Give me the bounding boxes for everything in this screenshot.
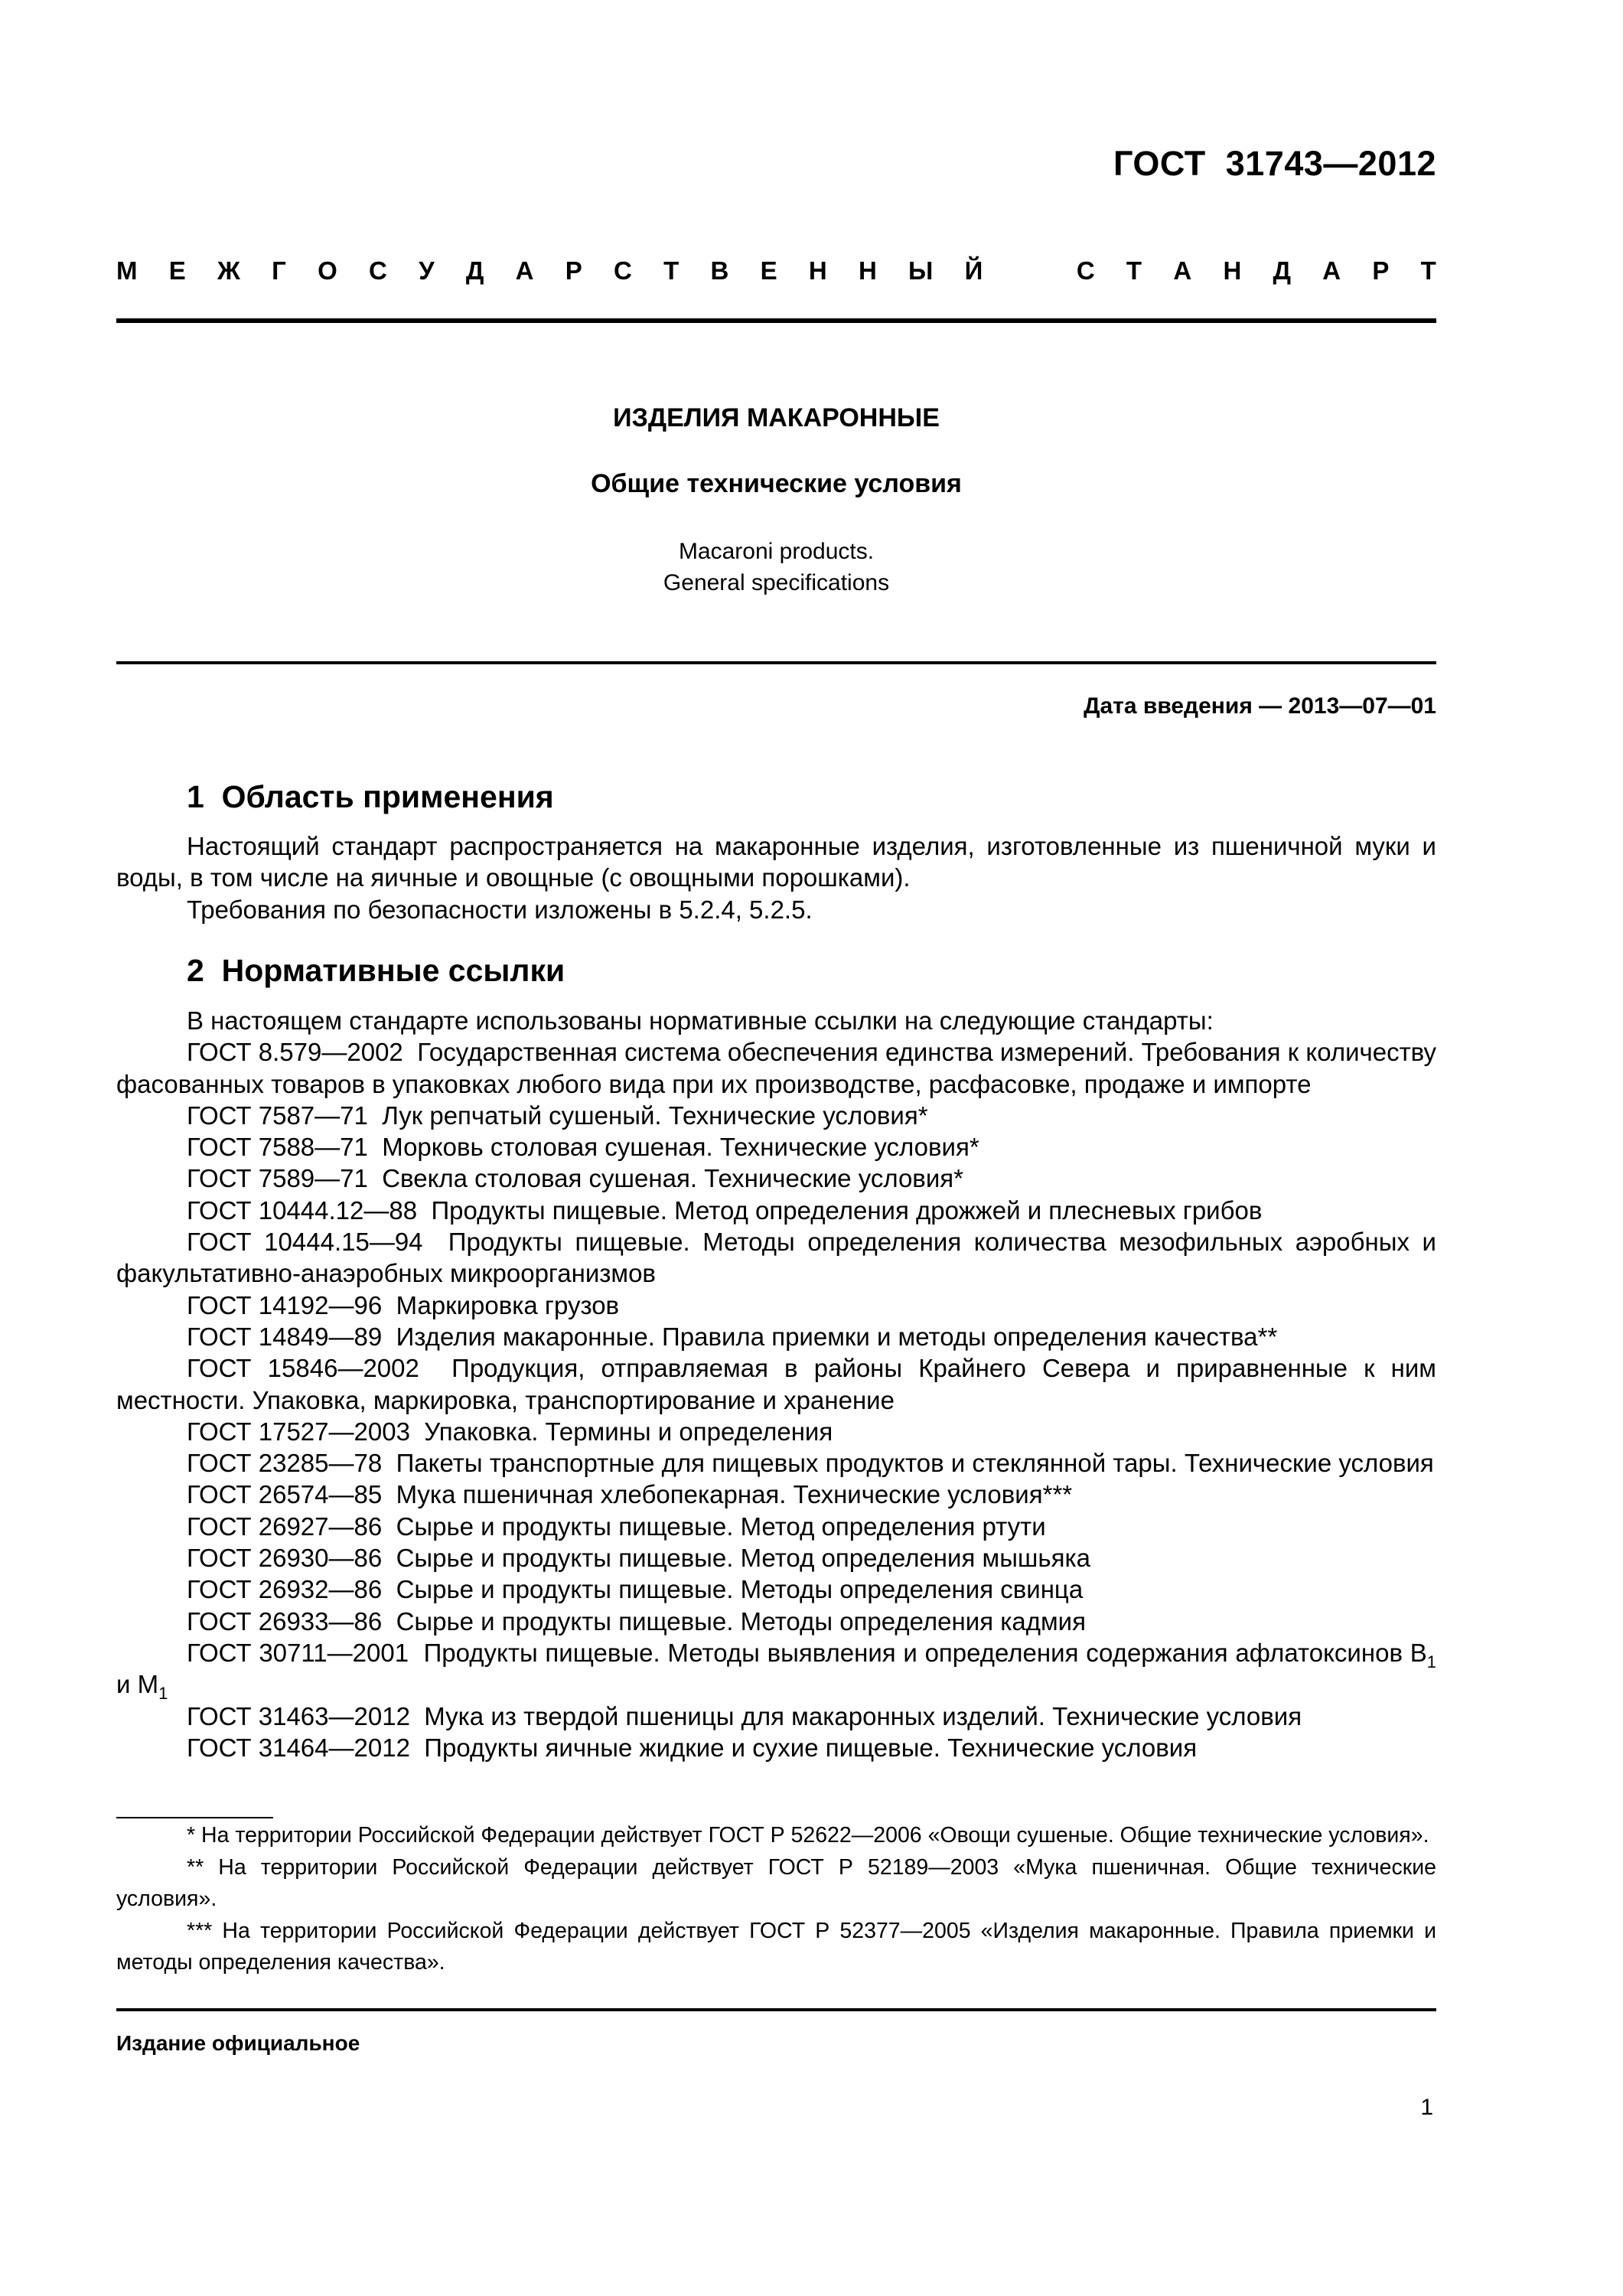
reference-code: ГОСТ 26574—85: [187, 1480, 383, 1509]
english-title-line1: Macaroni products.: [678, 539, 875, 564]
reference-item: [116, 1511, 1436, 1542]
letter: О: [318, 256, 337, 285]
reference-code: ГОСТ 31463—2012: [187, 1701, 410, 1730]
reference-title: Морковь столовая сушеная. Технические условия*: [382, 1133, 979, 1162]
reference-title: Сырье и продукты пищевые. Методы определения кадмия: [396, 1606, 1086, 1636]
document-subtitle: Общие технические условия: [591, 469, 962, 498]
reference-title: Упаковка. Термины и определения: [424, 1417, 833, 1446]
footnote: *** На территории Российской Федерации действует ГОСТ Р 52377—2005 «Изделия макаронные. Правила приемки и методы определения качества».: [116, 1918, 1436, 1975]
letter: У: [419, 256, 435, 285]
reference-code: ГОСТ 26930—86: [187, 1544, 383, 1573]
reference-item: [116, 1606, 1436, 1637]
reference-code: ГОСТ 26927—86: [187, 1512, 383, 1541]
footnote-separator: [116, 1817, 273, 1818]
reference-item: [116, 1195, 1436, 1226]
letter: Р: [1372, 256, 1390, 285]
reference-code: ГОСТ 7587—71: [187, 1101, 368, 1130]
reference-code: ГОСТ 7589—71: [187, 1164, 368, 1193]
reference-code: ГОСТ 14849—89: [187, 1322, 383, 1351]
reference-title: Продукция, отправляемая в районы Крайнего Севера и приравненные к ним местности. Упаковка, маркировка, транспортирование и хранение: [116, 1354, 1436, 1414]
reference-item: [116, 1321, 1436, 1352]
letter: С: [1076, 256, 1095, 285]
reference-item: [116, 1701, 1436, 1732]
reference-code: ГОСТ 10444.12—88: [187, 1195, 418, 1225]
document-title: ИЗДЕЛИЯ МАКАРОННЫЕ: [613, 403, 940, 432]
reference-title-cont: и M: [116, 1670, 159, 1699]
reference-title: Пакеты транспортные для пищевых продуктов и стеклянной тары. Технические условия: [396, 1449, 1434, 1478]
letter: Н: [808, 256, 827, 285]
reference-title: Мука из твердой пшеницы для макаронных изделий. Технические условия: [424, 1701, 1302, 1730]
references-intro: В настоящем стандарте использованы нормативные ссылки на следующие стандарты:: [187, 1006, 1214, 1035]
reference-code: ГОСТ 7588—71: [187, 1133, 368, 1162]
letter: Р: [565, 256, 582, 285]
reference-item: [116, 1163, 1436, 1194]
subscript: 1: [158, 1684, 168, 1704]
reference-item: [116, 1637, 1436, 1704]
letter: Е: [760, 256, 777, 285]
reference-item: [116, 1290, 1436, 1321]
reference-title: Сырье и продукты пищевые. Метод определения мышьяка: [396, 1544, 1090, 1573]
footnotes: [116, 1820, 1436, 1979]
reference-item: [116, 1036, 1436, 1100]
reference-title: Продукты пищевые. Методы выявления и определения содержания афлатоксинов B: [423, 1638, 1427, 1667]
reference-title: Продукты яичные жидкие и сухие пищевые. Технические условия: [424, 1733, 1198, 1762]
reference-title: Сырье и продукты пищевые. Метод определения ртути: [396, 1512, 1046, 1541]
letter: Ы: [908, 256, 934, 285]
reference-code: ГОСТ 31464—2012: [187, 1733, 410, 1762]
reference-title: Сырье и продукты пищевые. Методы определения свинца: [396, 1575, 1084, 1604]
reference-code: ГОСТ 30711—2001: [187, 1638, 409, 1667]
section-2-body: [116, 1005, 1436, 1763]
word-gap: [1015, 256, 1045, 285]
letter: Т: [1420, 256, 1436, 285]
reference-title: Свекла столовая сушеная. Технические условия*: [382, 1164, 963, 1193]
letter: Е: [168, 256, 186, 285]
english-title-line2: General specifications: [663, 570, 890, 595]
interstate-standard-label: [116, 256, 1436, 285]
official-edition-label: Издание официальное: [116, 2031, 360, 2055]
reference-item: [116, 1352, 1436, 1416]
letter: Г: [272, 256, 286, 285]
section-1-body: [116, 830, 1436, 925]
paragraph: Требования по безопасности изложены в 5.2.4, 5.2.5.: [187, 895, 813, 924]
reference-item: [116, 1479, 1436, 1510]
footer-divider: [116, 2008, 1436, 2011]
letter: Д: [1273, 256, 1292, 285]
reference-item: [116, 1131, 1436, 1163]
letter: В: [710, 256, 729, 285]
reference-code: ГОСТ 8.579—2002: [187, 1038, 403, 1067]
letter: Т: [663, 256, 680, 285]
reference-title: Продукты пищевые. Методы определения количества мезофильных аэробных и факультативно-анаэробных микроорганизмов: [116, 1228, 1436, 1288]
letter: С: [368, 256, 387, 285]
reference-code: ГОСТ 15846—2002: [187, 1354, 419, 1383]
reference-code: ГОСТ 17527—2003: [187, 1417, 410, 1446]
reference-item: [116, 1542, 1436, 1574]
reference-item: [116, 1416, 1436, 1447]
paragraph: Настоящий стандарт распространяется на макаронные изделия, изготовленные из пшеничной муки и воды, в том числе на яичные и овощные (с овощными порошками).: [116, 832, 1436, 892]
letter: А: [1173, 256, 1192, 285]
letter: С: [613, 256, 632, 285]
reference-code: ГОСТ 26933—86: [187, 1606, 383, 1636]
letter: Т: [1126, 256, 1142, 285]
letter: Ж: [217, 256, 240, 285]
letter: Д: [465, 256, 484, 285]
reference-title: Государственная система обеспечения единства измерений. Требования к количеству фасованных товаров в упаковках любого вида при их производстве, расфасовке, продаже и импорте: [116, 1038, 1436, 1098]
letter: А: [1322, 256, 1341, 285]
letter: Н: [1223, 256, 1242, 285]
reference-title: Продукты пищевые. Метод определения дрожжей и плесневых грибов: [431, 1195, 1263, 1225]
reference-title: Мука пшеничная хлебопекарная. Технические условия***: [396, 1480, 1073, 1509]
reference-item: [116, 1100, 1436, 1131]
reference-code: ГОСТ 26932—86: [187, 1575, 383, 1604]
letter: Й: [964, 256, 983, 285]
reference-code: ГОСТ 14192—96: [187, 1290, 383, 1319]
reference-item: [116, 1574, 1436, 1605]
reference-title: Лук репчатый сушеный. Технические условия*: [382, 1101, 928, 1130]
title-divider: [116, 661, 1436, 664]
reference-item: [116, 1226, 1436, 1290]
header-divider: [116, 318, 1436, 323]
english-title: [116, 536, 1436, 598]
footnote: ** На территории Российской Федерации действует ГОСТ Р 52189—2003 «Мука пшеничная. Общие технические условия».: [116, 1854, 1436, 1911]
page-number: 1: [1420, 2095, 1433, 2120]
letter: А: [515, 256, 534, 285]
reference-code: ГОСТ 23285—78: [187, 1449, 383, 1478]
section-1-heading: 1 Область применения: [187, 779, 554, 814]
reference-item: [116, 1447, 1436, 1479]
reference-code: ГОСТ 10444.15—94: [187, 1228, 423, 1257]
document-number: ГОСТ 31743—2012: [1113, 144, 1436, 183]
section-2-heading: 2 Нормативные ссылки: [187, 953, 565, 988]
footnote: * На территории Российской Федерации действует ГОСТ Р 52622—2006 «Овощи сушеные. Общие технические условия».: [187, 1823, 1429, 1848]
letter: М: [116, 256, 138, 285]
letter: Н: [858, 256, 877, 285]
reference-title: Изделия макаронные. Правила приемки и методы определения качества**: [396, 1322, 1278, 1351]
subscript: 1: [1426, 1652, 1436, 1671]
reference-title: Маркировка грузов: [396, 1290, 620, 1319]
reference-item: [116, 1732, 1436, 1763]
introduction-date: Дата введения — 2013—07—01: [1084, 693, 1436, 719]
